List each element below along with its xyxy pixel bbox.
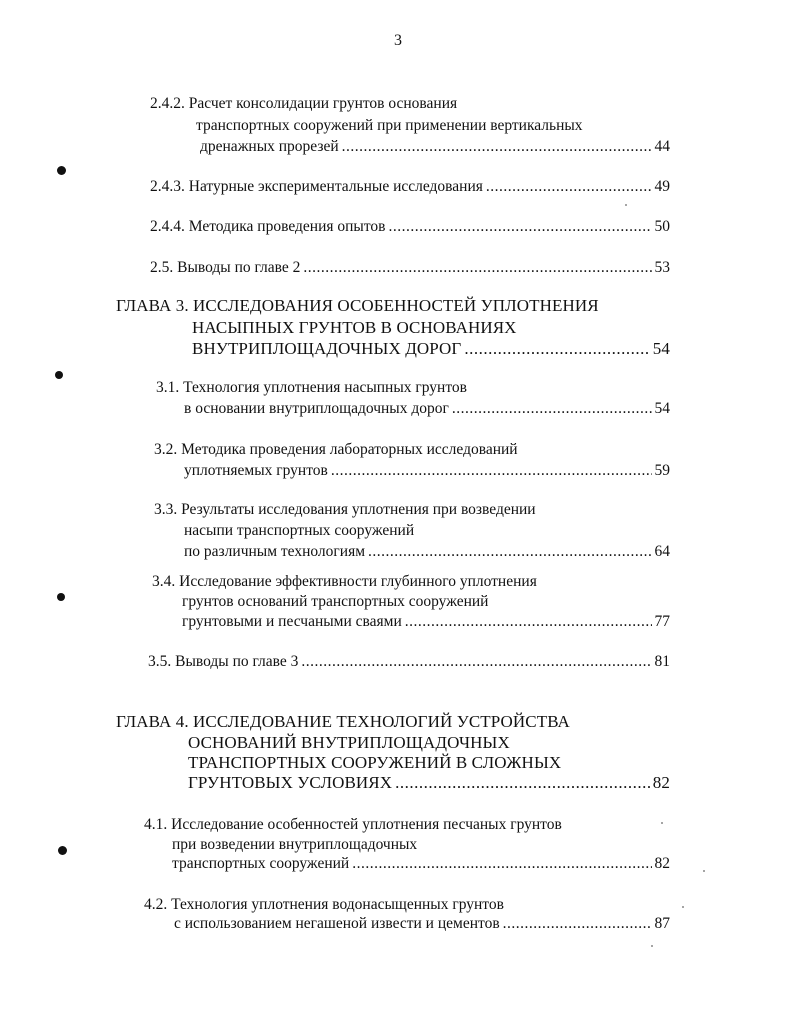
- chapter-title-line: ОСНОВАНИЙ ВНУТРИПЛОЩАДОЧНЫХ: [188, 733, 510, 752]
- scan-speck: [625, 204, 627, 206]
- chapter-title-line: ГРУНТОВЫХ УСЛОВИЯХ: [188, 773, 393, 792]
- chapter-title-line: ГЛАВА 4. ИССЛЕДОВАНИЕ ТЕХНОЛОГИЙ УСТРОЙСТВА: [116, 712, 570, 731]
- toc-page-number: 54: [652, 339, 670, 358]
- leader-dots: [352, 854, 651, 874]
- binder-hole-mark: [57, 166, 66, 175]
- toc-entry-title-line: уплотняемых грунтов: [184, 462, 328, 479]
- chapter-title-line: НАСЫПНЫХ ГРУНТОВ В ОСНОВАНИЯХ: [192, 318, 517, 337]
- toc-entry-title-line: 4.2. Технология уплотнения водонасыщенных грунтов: [144, 896, 504, 913]
- toc-page-number: 82: [654, 855, 670, 872]
- toc-page-number: 82: [652, 773, 670, 792]
- toc-page-number: 77: [654, 613, 670, 630]
- toc-page-number: 54: [654, 400, 670, 417]
- toc-entry-title-line: транспортных сооружений: [172, 855, 350, 872]
- scan-speck: [661, 822, 663, 824]
- toc-entry-leader-line: [174, 914, 670, 934]
- toc-page-number: 81: [654, 653, 670, 670]
- leader-dots: [405, 612, 652, 632]
- leader-dots: [464, 339, 649, 359]
- toc-page-number: 53: [654, 259, 670, 276]
- toc-page-number: 64: [654, 543, 670, 560]
- toc-entry-leader-line: [200, 137, 670, 157]
- toc-entry-title-line: 2.4.4. Методика проведения опытов: [150, 218, 386, 235]
- toc-page-number: 87: [654, 915, 670, 932]
- toc-entry-title-line: 3.4. Исследование эффективности глубинного уплотнения: [152, 573, 537, 590]
- leader-dots: [452, 399, 652, 419]
- toc-entry-title-line: грунтовыми и песчаными сваями: [182, 613, 402, 630]
- binder-hole-mark: [55, 371, 63, 379]
- toc-entry-title-line: 4.1. Исследование особенностей уплотнения песчаных грунтов: [144, 816, 562, 833]
- toc-entry-leader-line: [184, 542, 670, 562]
- leader-dots: [331, 461, 652, 481]
- toc-page-number: 59: [654, 462, 670, 479]
- leader-dots: [368, 542, 651, 562]
- toc-entry-title-line: 3.3. Результаты исследования уплотнения при возведении: [154, 501, 536, 518]
- toc-entry-leader-line: [148, 652, 670, 672]
- toc-entry-title-line: грунтов оснований транспортных сооружений: [182, 593, 489, 610]
- toc-page-number: 50: [654, 218, 670, 235]
- toc-page-number: 44: [654, 138, 670, 155]
- toc-entry-title-line: дренажных прорезей: [200, 138, 339, 155]
- toc-entry-title-line: 3.2. Методика проведения лабораторных исследований: [154, 441, 518, 458]
- toc-entry-title-line: насыпи транспортных сооружений: [184, 522, 415, 539]
- leader-dots: [388, 217, 651, 237]
- scan-speck: [651, 945, 653, 947]
- chapter-title-line: ГЛАВА 3. ИССЛЕДОВАНИЯ ОСОБЕННОСТЕЙ УПЛОТНЕНИЯ: [116, 296, 599, 315]
- toc-entry-title-line: 2.5. Выводы по главе 2: [150, 259, 301, 276]
- toc-entry-leader-line: [150, 177, 670, 197]
- leader-dots: [303, 258, 651, 278]
- leader-dots: [301, 652, 651, 672]
- toc-entry-title-line: с использованием негашеной извести и цементов: [174, 915, 500, 932]
- toc-entry-title-line: при возведении внутриплощадочных: [172, 836, 418, 853]
- leader-dots: [486, 177, 652, 197]
- toc-entry-title-line: 3.5. Выводы по главе 3: [148, 653, 299, 670]
- toc-entry-leader-line: [172, 854, 670, 874]
- toc-entry-leader-line: [188, 773, 670, 793]
- toc-entry-title-line: транспортных сооружений при применении вертикальных: [196, 117, 583, 134]
- binder-hole-mark: [58, 846, 67, 855]
- toc-entry-leader-line: [150, 217, 670, 237]
- toc-entry-leader-line: [150, 258, 670, 278]
- toc-entry-title-line: 2.4.3. Натурные экспериментальные исследования: [150, 178, 483, 195]
- chapter-title-line: ТРАНСПОРТНЫХ СООРУЖЕНИЙ В СЛОЖНЫХ: [188, 753, 562, 772]
- binder-hole-mark: [57, 593, 65, 601]
- toc-entry-title-line: 2.4.2. Расчет консолидации грунтов основания: [150, 95, 458, 112]
- chapter-title-line: ВНУТРИПЛОЩАДОЧНЫХ ДОРОГ: [192, 339, 462, 358]
- toc-entry-title-line: по различным технологиям: [184, 543, 366, 560]
- leader-dots: [503, 914, 652, 934]
- toc-entry-title-line: в основании внутриплощадочных дорог: [184, 400, 449, 417]
- toc-entry-leader-line: [192, 339, 670, 359]
- toc-entry-leader-line: [184, 461, 670, 481]
- scan-speck: [703, 870, 705, 872]
- toc-entry-title-line: 3.1. Технология уплотнения насыпных грунтов: [156, 379, 467, 396]
- leader-dots: [395, 773, 650, 793]
- toc-page-number: 49: [654, 178, 670, 195]
- toc-entry-leader-line: [182, 612, 670, 632]
- page-number: 3: [394, 32, 402, 49]
- leader-dots: [342, 137, 652, 157]
- scan-speck: [682, 906, 684, 908]
- toc-entry-leader-line: [184, 399, 670, 419]
